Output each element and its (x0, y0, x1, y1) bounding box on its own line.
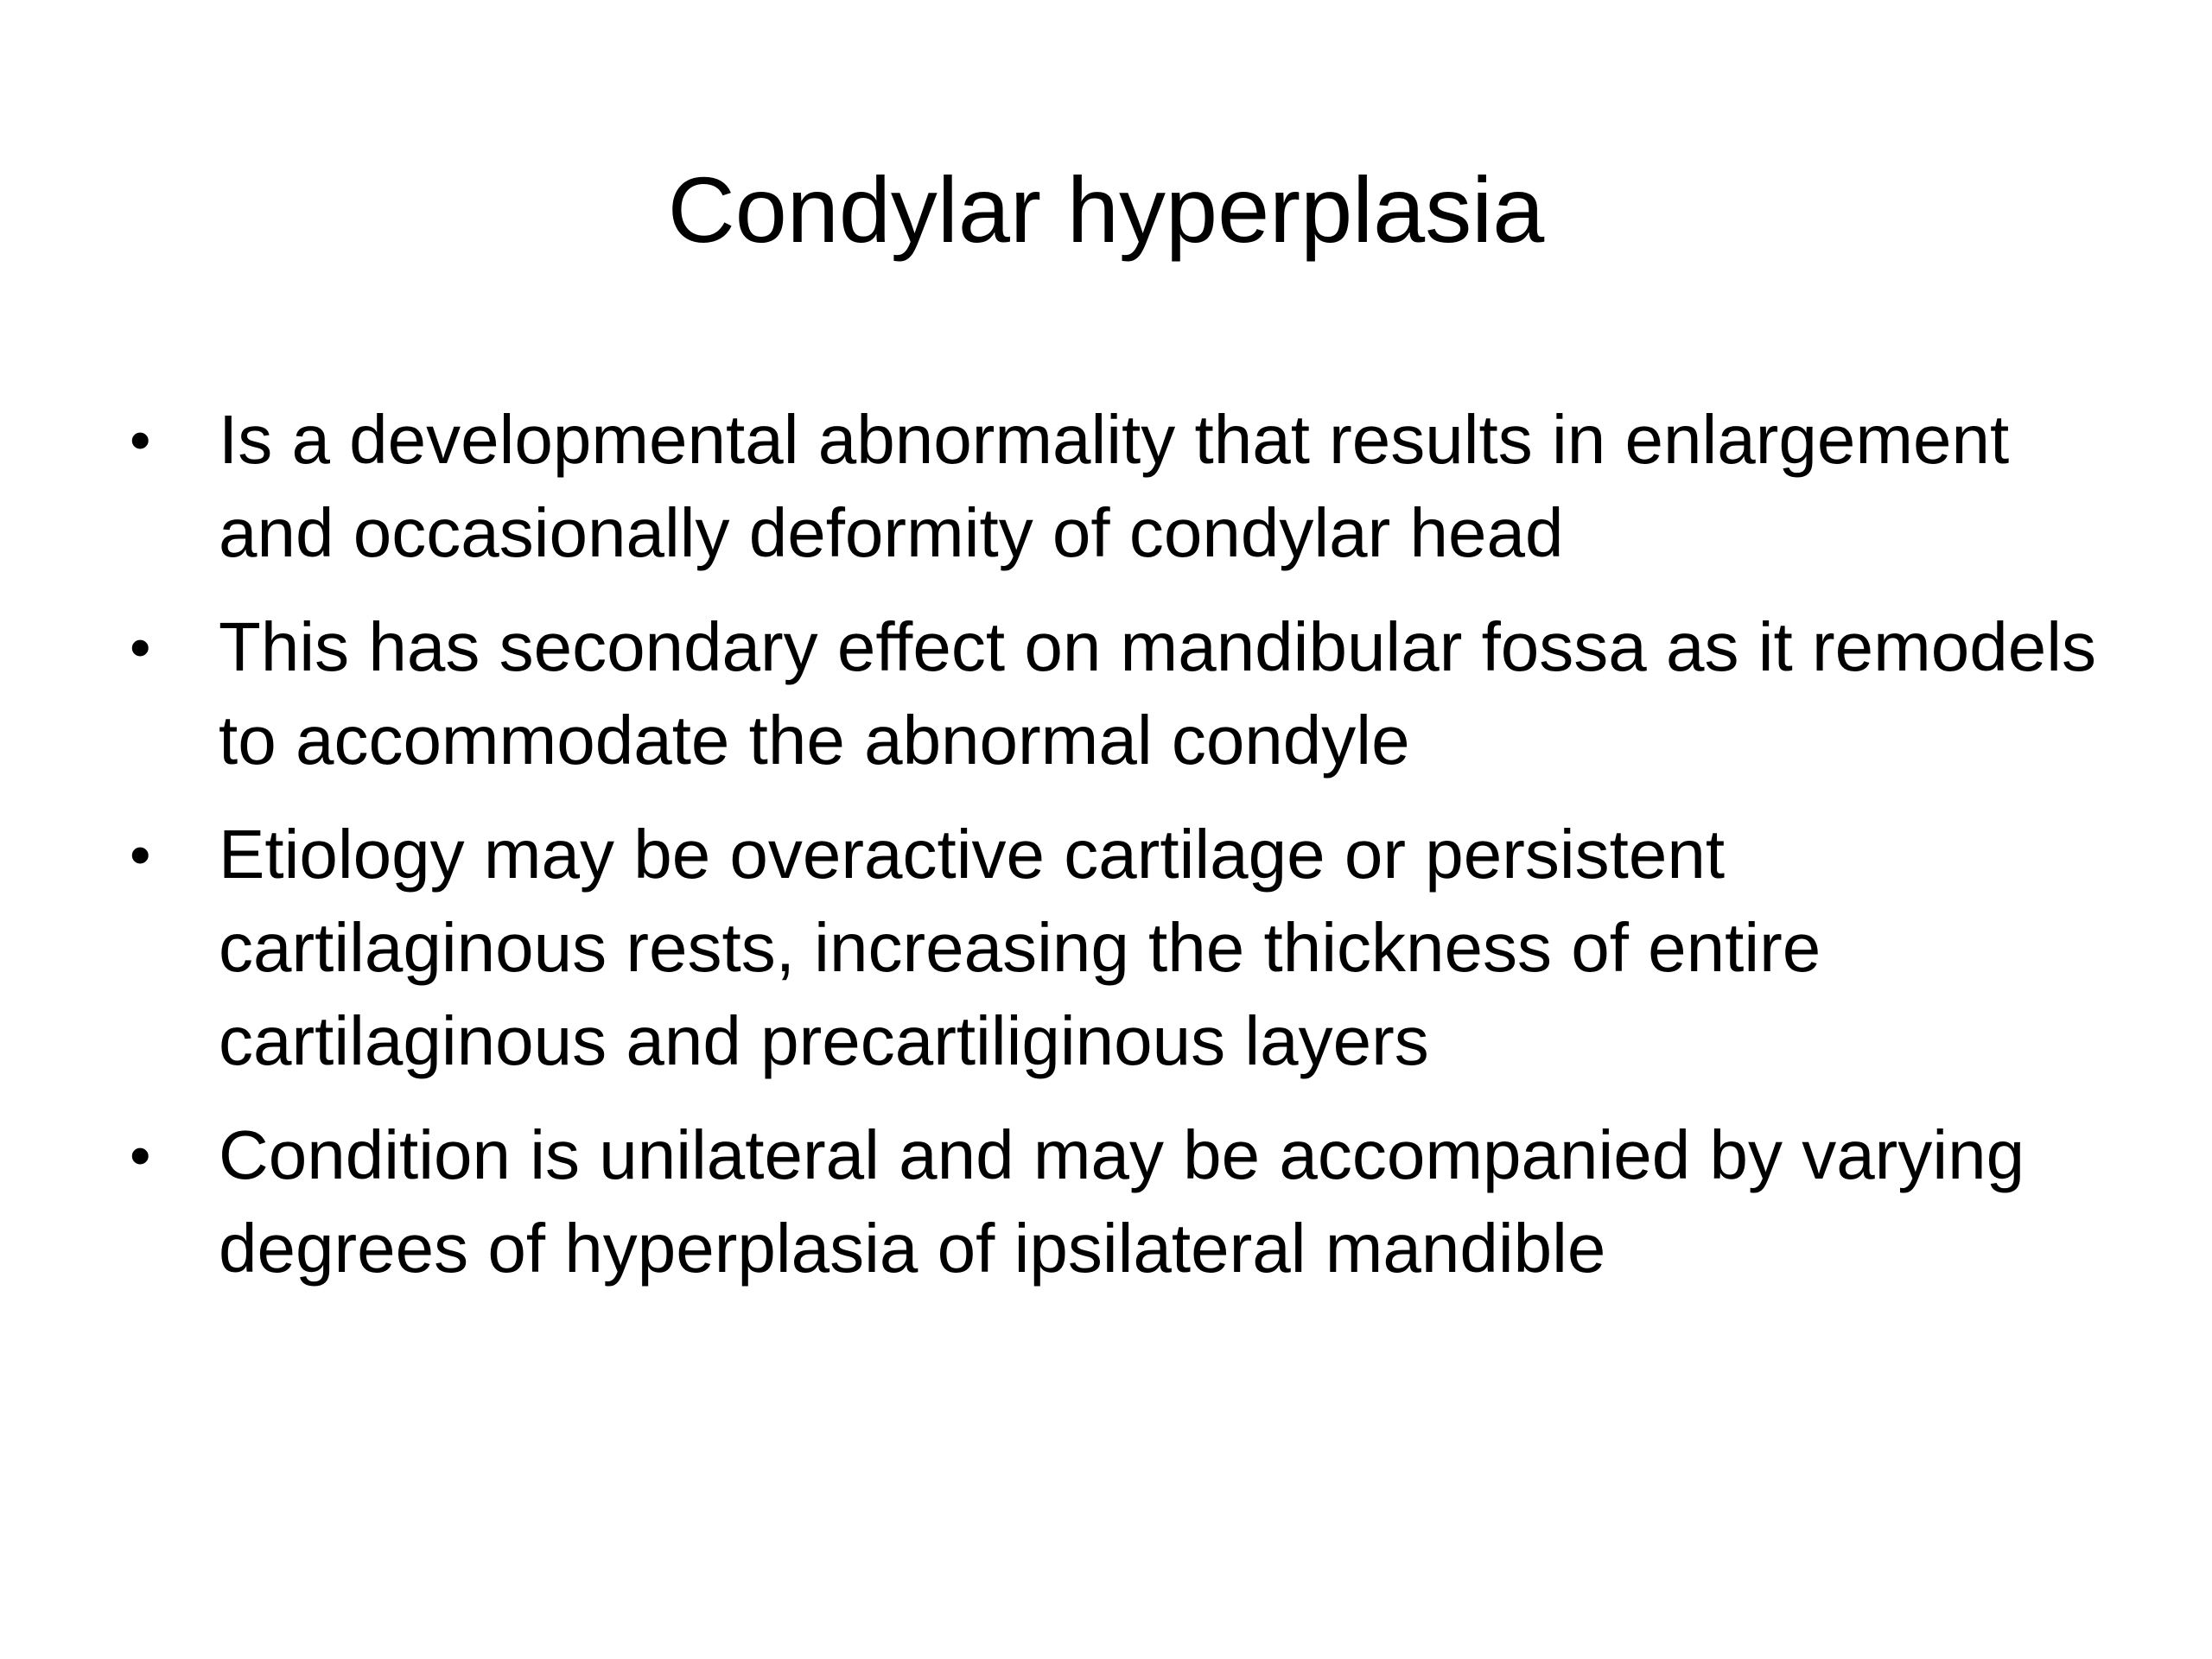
bullet-list (130, 393, 2117, 1316)
bullet-item (130, 1109, 2117, 1295)
bullet-icon: • (130, 406, 151, 474)
bullet-item (130, 393, 2117, 580)
bullet-icon: • (130, 1122, 151, 1189)
bullet-icon: • (130, 821, 151, 888)
bullet-text: Is a developmental abnormality that results in enlargement and occasionally deformity of condylar head (219, 401, 2010, 571)
bullet-item (130, 808, 2117, 1088)
bullet-icon: • (130, 613, 151, 681)
bullet-item (130, 601, 2117, 787)
slide-title: Condylar hyperplasia (667, 157, 1545, 262)
bullet-text: Condition is unilateral and may be accompanied by varying degrees of hyperplasia of ipsilateral mandible (219, 1116, 2025, 1287)
bullet-text: Etiology may be overactive cartilage or persistent cartilaginous rests, increasing the thickness of entire cartilaginous and precartiliginous layers (219, 816, 1821, 1079)
bullet-text: This has secondary effect on mandibular fossa as it remodels to accommodate the abnormal condyle (219, 608, 2096, 779)
